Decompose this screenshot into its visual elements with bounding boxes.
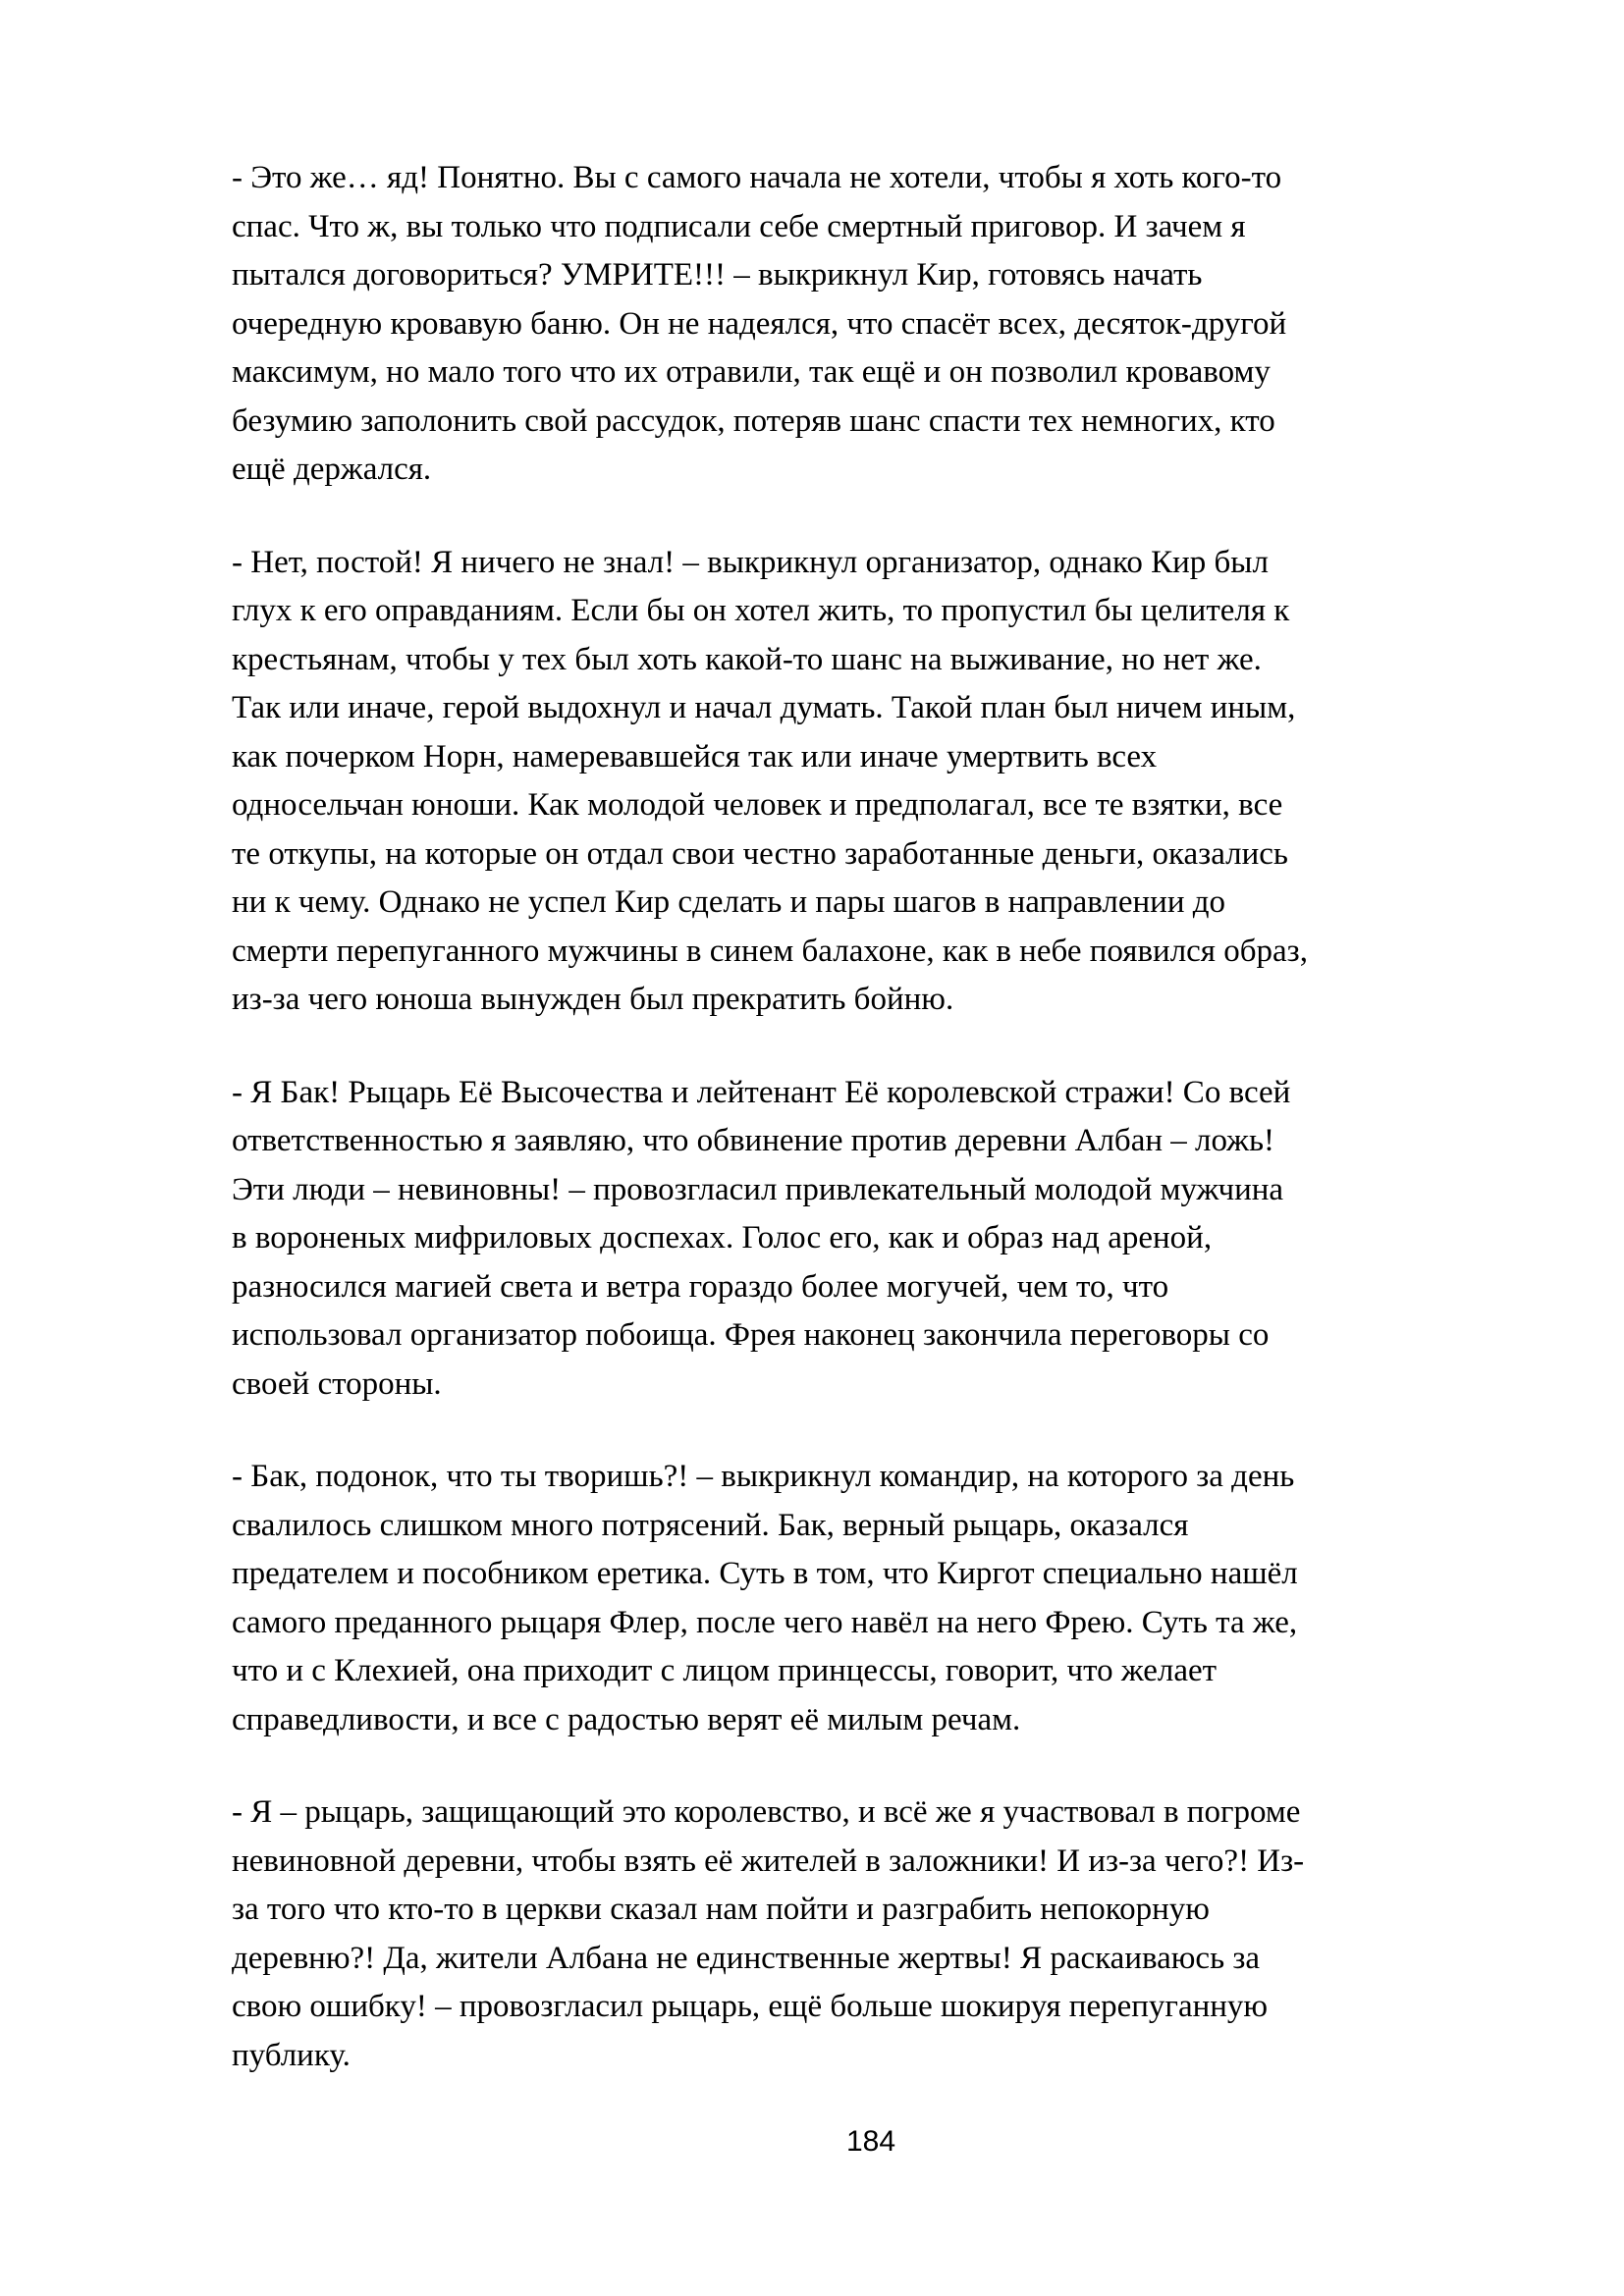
paragraph (232, 1069, 1510, 1410)
page-number: 184 (845, 2125, 896, 2158)
text-line: - Я Бак! Рыцарь Её Высочества и лейтенант Её королевской стражи! Со всей (232, 1074, 1291, 1110)
text-line: - Это же… яд! Понятно. Вы с самого начала не хотели, чтобы я хоть кого-то (232, 160, 1282, 195)
text-line: глух к его оправданиям. Если бы он хотел жить, то пропустил бы целителя к (232, 593, 1290, 628)
text-line: смерти перепуганного мужчины в синем балахоне, как в небе появился образ, (232, 933, 1308, 969)
text-line: очередную кровавую баню. Он не надеялся, что спасёт всех, десяток-другой (232, 305, 1287, 342)
text-line: использовал организатор побоища. Фрея наконец закончила переговоры со (232, 1317, 1270, 1353)
text-line: максимум, но мало того что их отравили, так ещё и он позволил кровавому (232, 354, 1271, 390)
paragraph (232, 1453, 1510, 1744)
text-line: ответственностью я заявляю, что обвинение против деревни Албан – ложь! (232, 1123, 1274, 1158)
text-line: что и с Клехией, она приходит с лицом принцессы, говорит, что желает (232, 1653, 1218, 1688)
text-line: деревню?! Да, жители Албана не единственные жертвы! Я раскаиваюсь за (232, 1940, 1261, 1976)
text-line: крестьянам, чтобы у тех был хоть какой-то шанс на выживание, но нет же. (232, 641, 1262, 677)
text-line: те откупы, на которые он отдал свои честно заработанные деньги, оказались (232, 835, 1288, 872)
page-text-block (232, 154, 1510, 2124)
text-line: ещё держался. (232, 452, 432, 487)
text-line: пытался договориться? УМРИТЕ!!! – выкрикнул Кир, готовясь начать (232, 257, 1203, 293)
text-line: Эти люди – невиновны! – провозгласил привлекательный молодой мужчина (232, 1171, 1284, 1207)
text-line: односельчан юноши. Как молодой человек и предполагал, все те взятки, все (232, 787, 1283, 823)
text-line: Так или иначе, герой выдохнул и начал думать. Такой план был ничем иным, (232, 690, 1296, 725)
text-line: за того что кто-то в церкви сказал нам пойти и разграбить непокорную (232, 1892, 1210, 1927)
text-line: разносился магией света и ветра гораздо более могучей, чем то, что (232, 1268, 1169, 1305)
text-line: своей стороны. (232, 1365, 442, 1402)
paragraph (232, 154, 1510, 495)
paragraph (232, 1789, 1510, 2080)
text-line: свою ошибку! – провозгласил рыцарь, ещё больше шокируя перепуганную (232, 1989, 1269, 2024)
text-line: - Нет, постой! Я ничего не знал! – выкрикнул организатор, однако Кир был (232, 544, 1269, 580)
text-line: самого преданного рыцаря Флер, после чего навёл на него Фрею. Суть та же, (232, 1604, 1298, 1640)
text-line: справедливости, и все с радостью верят её милым речам. (232, 1701, 1021, 1737)
text-line: предателем и пособником еретика. Суть в том, что Киргот специально нашёл (232, 1556, 1298, 1591)
text-line: - Я – рыцарь, защищающий это королевство, и всё же я участвовал в погроме (232, 1794, 1301, 1830)
text-line: свалилось слишком много потрясений. Бак, верный рыцарь, оказался (232, 1507, 1189, 1543)
text-line: публику. (232, 2037, 351, 2073)
text-line: - Бак, подонок, что ты творишь?! – выкрикнул командир, на которого за день (232, 1459, 1295, 1494)
paragraph (232, 539, 1510, 1025)
text-line: спас. Что ж, вы только что подписали себе смертный приговор. И зачем я (232, 208, 1246, 244)
text-line: безумию заполонить свой рассудок, потеряв шанс спасти тех немногих, кто (232, 402, 1275, 439)
text-line: ни к чему. Однако не успел Кир сделать и пары шагов в направлении до (232, 884, 1226, 920)
text-line: невиновной деревни, чтобы взять её жителей в заложники! И из-за чего?! Из- (232, 1842, 1305, 1879)
text-line: из-за чего юноша вынужден был прекратить бойню. (232, 982, 954, 1017)
text-line: как почерком Норн, намеревавшейся так или иначе умертвить всех (232, 738, 1158, 774)
text-line: в вороненых мифриловых доспехах. Голос его, как и образ над ареной, (232, 1220, 1213, 1255)
